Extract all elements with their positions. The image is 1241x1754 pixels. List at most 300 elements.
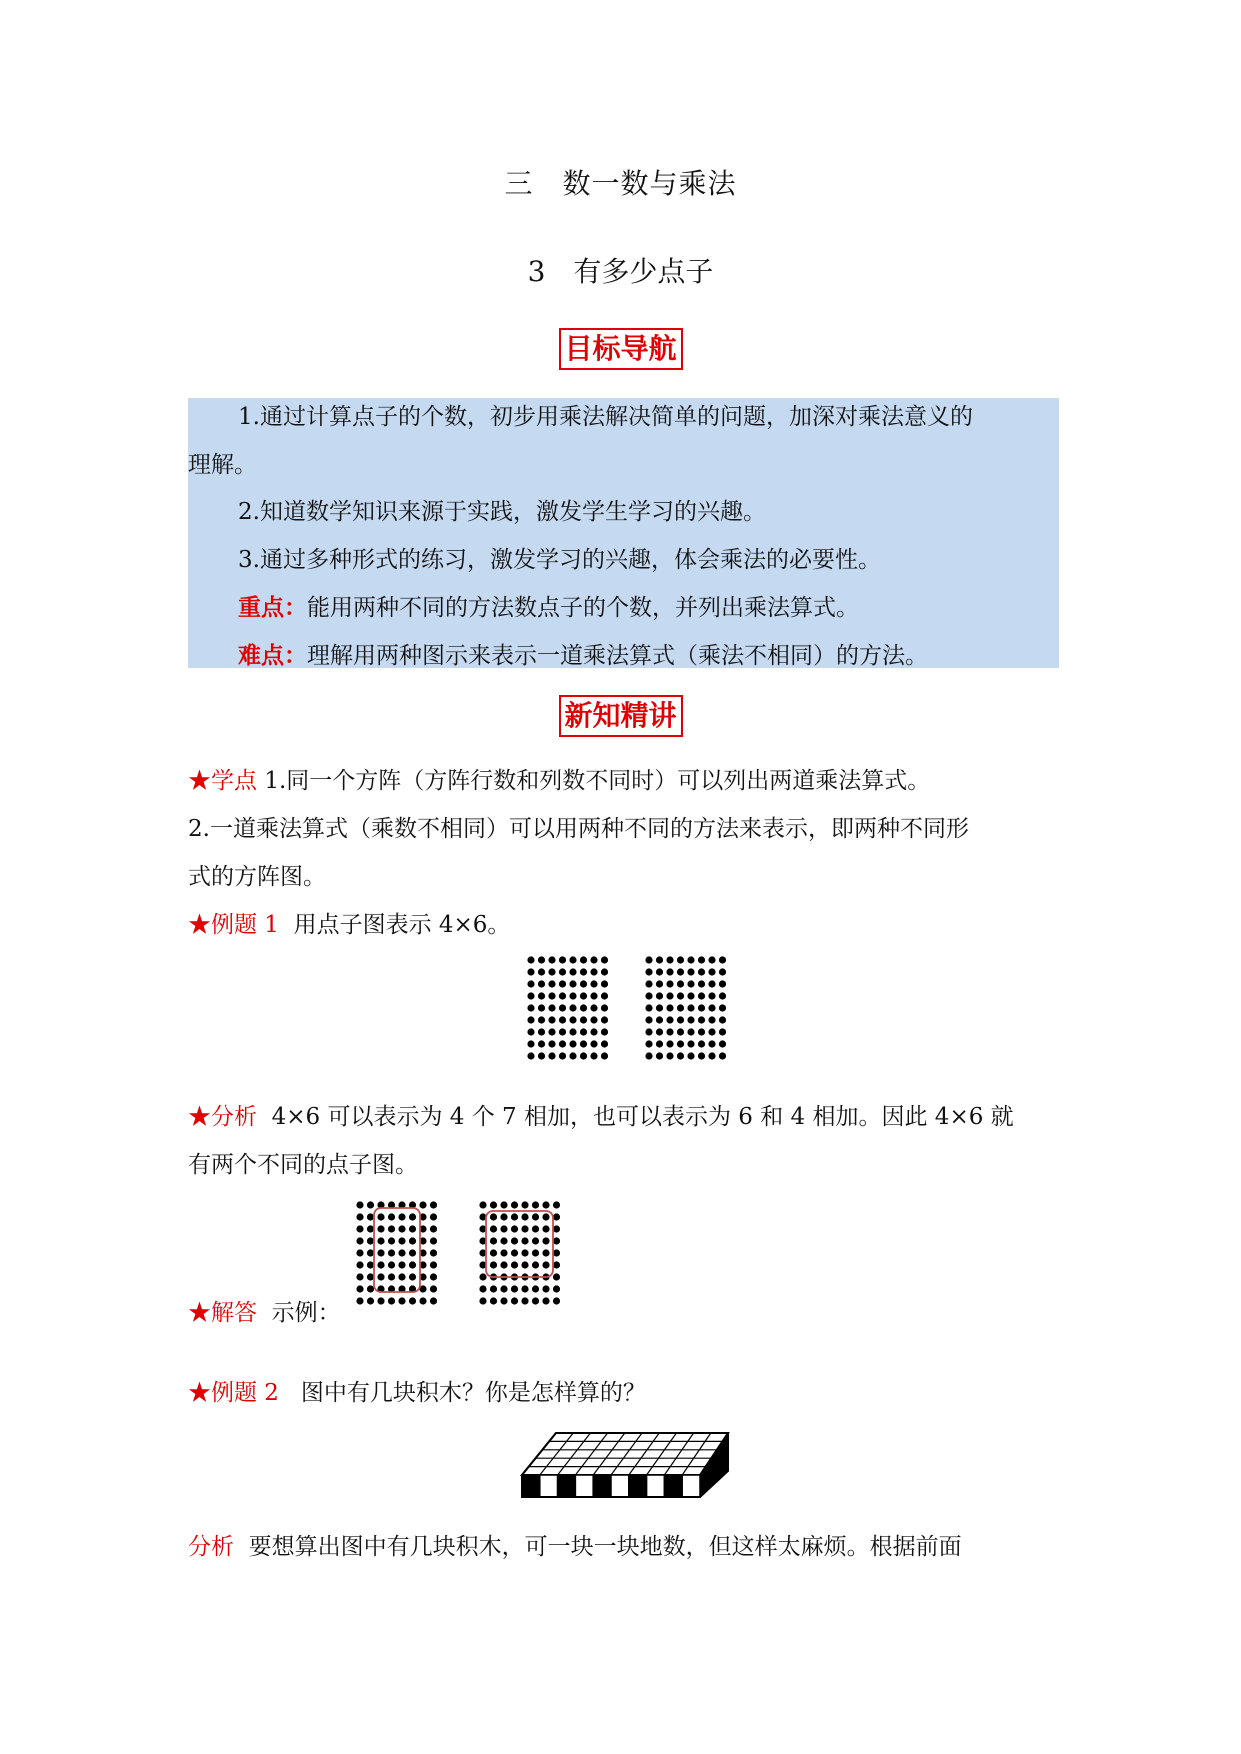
dot bbox=[511, 1249, 518, 1256]
answer-1-label: ★解答 bbox=[188, 1300, 257, 1326]
dot bbox=[553, 1201, 560, 1208]
dot bbox=[590, 1052, 597, 1059]
dot bbox=[479, 1297, 486, 1304]
dot bbox=[590, 1016, 597, 1023]
dot bbox=[559, 980, 566, 987]
example-2-label: ★例题 2 bbox=[188, 1380, 279, 1406]
dot bbox=[548, 1004, 555, 1011]
dot bbox=[430, 1237, 437, 1244]
front-cell bbox=[664, 1475, 682, 1497]
dot bbox=[521, 1201, 528, 1208]
dot bbox=[559, 1004, 566, 1011]
difficult-point-label: 难点： bbox=[238, 642, 307, 669]
dot bbox=[419, 1201, 426, 1208]
dot bbox=[521, 1237, 528, 1244]
dot bbox=[521, 1297, 528, 1304]
dot bbox=[580, 1004, 587, 1011]
dot bbox=[687, 980, 694, 987]
dot bbox=[645, 1040, 652, 1047]
dot bbox=[430, 1225, 437, 1232]
dot bbox=[645, 1028, 652, 1035]
dot bbox=[490, 1261, 497, 1268]
dot bbox=[698, 968, 705, 975]
dot bbox=[708, 1004, 715, 1011]
dot bbox=[490, 1225, 497, 1232]
dot bbox=[377, 1249, 384, 1256]
front-cell bbox=[593, 1475, 611, 1497]
dot bbox=[356, 1249, 363, 1256]
dot bbox=[580, 968, 587, 975]
example-1-text: 用点子图表示 4×6。 bbox=[293, 912, 511, 938]
block-front-cells bbox=[522, 1475, 700, 1497]
dot bbox=[377, 1297, 384, 1304]
dot bbox=[698, 1016, 705, 1023]
dot bbox=[388, 1297, 395, 1304]
dot bbox=[677, 1004, 684, 1011]
dot bbox=[677, 968, 684, 975]
dot bbox=[601, 1052, 608, 1059]
dot bbox=[398, 1249, 405, 1256]
dot bbox=[542, 1201, 549, 1208]
dot bbox=[553, 1225, 560, 1232]
dot bbox=[538, 1052, 545, 1059]
dot bbox=[542, 1213, 549, 1220]
dot bbox=[538, 1028, 545, 1035]
dot bbox=[527, 956, 534, 963]
dot bbox=[542, 1237, 549, 1244]
dot bbox=[590, 968, 597, 975]
dot bbox=[388, 1261, 395, 1268]
dot bbox=[590, 956, 597, 963]
dot bbox=[666, 1004, 673, 1011]
dot bbox=[656, 1016, 663, 1023]
dot bbox=[677, 980, 684, 987]
dot bbox=[656, 956, 663, 963]
dot bbox=[687, 1040, 694, 1047]
dot bbox=[532, 1225, 539, 1232]
dot bbox=[548, 1040, 555, 1047]
dot bbox=[708, 968, 715, 975]
dot bbox=[569, 992, 576, 999]
example-2-text: 图中有几块积木？你是怎样算的？ bbox=[300, 1380, 646, 1406]
dot bbox=[398, 1273, 405, 1280]
dot bbox=[719, 968, 726, 975]
dot bbox=[601, 1016, 608, 1023]
dot bbox=[719, 1040, 726, 1047]
dot bbox=[687, 1016, 694, 1023]
dot bbox=[479, 1285, 486, 1292]
dot bbox=[500, 1249, 507, 1256]
dot bbox=[542, 1261, 549, 1268]
goal-item-3: 3.通过多种形式的练习，激发学习的兴趣，体会乘法的必要性。 bbox=[238, 547, 881, 573]
dot bbox=[367, 1297, 374, 1304]
dot bbox=[356, 1297, 363, 1304]
dot bbox=[677, 992, 684, 999]
lesson-title: 3 有多少点子 bbox=[527, 255, 714, 288]
dot bbox=[666, 980, 673, 987]
dot bbox=[548, 1016, 555, 1023]
dot bbox=[521, 1225, 528, 1232]
dot bbox=[538, 992, 545, 999]
dot bbox=[500, 1237, 507, 1244]
dot bbox=[532, 1285, 539, 1292]
dot bbox=[580, 992, 587, 999]
dot bbox=[527, 980, 534, 987]
dot bbox=[645, 1052, 652, 1059]
dot bbox=[511, 1285, 518, 1292]
dot bbox=[527, 1016, 534, 1023]
dot bbox=[500, 1201, 507, 1208]
dot bbox=[548, 1052, 555, 1059]
dot bbox=[666, 1028, 673, 1035]
dot bbox=[559, 956, 566, 963]
dot bbox=[590, 1028, 597, 1035]
dot bbox=[367, 1201, 374, 1208]
goal-item-1-cont: 理解。 bbox=[188, 452, 257, 478]
dot bbox=[521, 1285, 528, 1292]
front-cell bbox=[522, 1475, 540, 1497]
dot bbox=[677, 1040, 684, 1047]
dot bbox=[356, 1201, 363, 1208]
dot bbox=[388, 1225, 395, 1232]
dot bbox=[687, 1052, 694, 1059]
dot bbox=[521, 1249, 528, 1256]
answer-dot-matrix-right bbox=[479, 1201, 560, 1304]
dot bbox=[569, 968, 576, 975]
dot bbox=[645, 968, 652, 975]
answer-1 bbox=[188, 1298, 341, 1328]
dot bbox=[367, 1261, 374, 1268]
dot bbox=[666, 1016, 673, 1023]
dot bbox=[377, 1225, 384, 1232]
dot bbox=[601, 1004, 608, 1011]
dot bbox=[601, 992, 608, 999]
dot bbox=[553, 1249, 560, 1256]
dot bbox=[532, 1297, 539, 1304]
dot bbox=[490, 1213, 497, 1220]
dot bbox=[656, 1028, 663, 1035]
dot bbox=[559, 1016, 566, 1023]
dot bbox=[419, 1297, 426, 1304]
analysis-1-cont: 有两个不同的点子图。 bbox=[188, 1152, 418, 1178]
dot bbox=[500, 1213, 507, 1220]
dot bbox=[580, 956, 587, 963]
dot bbox=[542, 1249, 549, 1256]
answer-1-text: 示例： bbox=[271, 1300, 341, 1326]
dot bbox=[553, 1285, 560, 1292]
dot bbox=[430, 1273, 437, 1280]
dot bbox=[601, 956, 608, 963]
dot bbox=[479, 1201, 486, 1208]
dot bbox=[719, 956, 726, 963]
dot bbox=[490, 1237, 497, 1244]
dot bbox=[388, 1237, 395, 1244]
dot bbox=[430, 1261, 437, 1268]
dot bbox=[388, 1213, 395, 1220]
dot bbox=[548, 992, 555, 999]
dot bbox=[367, 1213, 374, 1220]
dot bbox=[367, 1237, 374, 1244]
dot bbox=[542, 1285, 549, 1292]
dot bbox=[656, 1004, 663, 1011]
front-cell bbox=[611, 1475, 629, 1497]
dot bbox=[500, 1225, 507, 1232]
dot bbox=[490, 1285, 497, 1292]
dot bbox=[666, 1040, 673, 1047]
learning-point-label: ★学点 bbox=[188, 768, 257, 794]
dot bbox=[698, 1028, 705, 1035]
dot bbox=[719, 980, 726, 987]
new-knowledge-heading: 新知精讲 bbox=[558, 695, 682, 737]
dot bbox=[430, 1297, 437, 1304]
dot bbox=[388, 1273, 395, 1280]
goal-item-2: 2.知道数学知识来源于实践，激发学生学习的兴趣。 bbox=[238, 499, 766, 525]
dot bbox=[708, 1040, 715, 1047]
answer-dot-matrix-left bbox=[356, 1201, 437, 1304]
dot bbox=[719, 1052, 726, 1059]
dot bbox=[377, 1273, 384, 1280]
example-dot-matrix-left bbox=[527, 956, 608, 1059]
dot bbox=[645, 992, 652, 999]
dot bbox=[367, 1249, 374, 1256]
analysis-1-label: ★分析 bbox=[188, 1104, 257, 1130]
dot bbox=[553, 1261, 560, 1268]
dot bbox=[553, 1213, 560, 1220]
analysis-2-label: 分析 bbox=[188, 1534, 234, 1560]
front-cell bbox=[558, 1475, 576, 1497]
analysis-2 bbox=[188, 1532, 962, 1562]
dot bbox=[398, 1297, 405, 1304]
chapter-title: 三 数一数与乘法 bbox=[504, 167, 737, 200]
dot bbox=[430, 1249, 437, 1256]
dot bbox=[677, 956, 684, 963]
dot bbox=[656, 1052, 663, 1059]
dot bbox=[601, 1028, 608, 1035]
example-dot-matrix-right bbox=[645, 956, 726, 1059]
dot bbox=[356, 1285, 363, 1292]
dot bbox=[590, 1040, 597, 1047]
dot bbox=[666, 992, 673, 999]
dot bbox=[500, 1297, 507, 1304]
dot bbox=[580, 1040, 587, 1047]
dot bbox=[538, 980, 545, 987]
dot bbox=[708, 956, 715, 963]
dot bbox=[656, 992, 663, 999]
dot bbox=[687, 1004, 694, 1011]
goal-item-1: 1.通过计算点子的个数，初步用乘法解决简单的问题，加深对乘法意义的 bbox=[238, 404, 973, 430]
dot bbox=[698, 1004, 705, 1011]
dot bbox=[656, 1040, 663, 1047]
dot bbox=[708, 1028, 715, 1035]
dot bbox=[559, 1028, 566, 1035]
dot bbox=[479, 1273, 486, 1280]
dot bbox=[559, 1052, 566, 1059]
dot bbox=[356, 1273, 363, 1280]
dot bbox=[590, 1004, 597, 1011]
dot bbox=[377, 1261, 384, 1268]
dot bbox=[511, 1225, 518, 1232]
front-cell bbox=[647, 1475, 665, 1497]
dot bbox=[698, 980, 705, 987]
dot bbox=[590, 980, 597, 987]
dot bbox=[719, 1028, 726, 1035]
dot bbox=[698, 956, 705, 963]
dot bbox=[719, 1004, 726, 1011]
dot bbox=[490, 1249, 497, 1256]
dot bbox=[409, 1225, 416, 1232]
dot bbox=[527, 1004, 534, 1011]
dot bbox=[409, 1249, 416, 1256]
dot bbox=[532, 1237, 539, 1244]
dot bbox=[601, 980, 608, 987]
dot bbox=[398, 1225, 405, 1232]
front-cell bbox=[540, 1475, 558, 1497]
dot bbox=[656, 980, 663, 987]
dot bbox=[677, 1052, 684, 1059]
dot bbox=[698, 992, 705, 999]
dot bbox=[511, 1201, 518, 1208]
dot bbox=[666, 956, 673, 963]
learning-point-1-text: 1.同一个方阵（方阵行数和列数不同时）可以列出两道乘法算式。 bbox=[264, 768, 931, 794]
key-point-label: 重点： bbox=[238, 594, 307, 621]
dot bbox=[500, 1261, 507, 1268]
dot bbox=[708, 1052, 715, 1059]
dot bbox=[580, 1052, 587, 1059]
dot bbox=[521, 1261, 528, 1268]
key-point-text: 能用两种不同的方法数点子的个数，并列出乘法算式。 bbox=[307, 595, 859, 621]
dot bbox=[687, 1028, 694, 1035]
dot bbox=[527, 992, 534, 999]
dot bbox=[719, 992, 726, 999]
dot bbox=[409, 1213, 416, 1220]
dot bbox=[548, 968, 555, 975]
dot bbox=[580, 1028, 587, 1035]
dot bbox=[500, 1285, 507, 1292]
dot bbox=[409, 1261, 416, 1268]
dot bbox=[569, 1016, 576, 1023]
dot bbox=[580, 980, 587, 987]
dot bbox=[398, 1261, 405, 1268]
dot bbox=[377, 1213, 384, 1220]
dot bbox=[532, 1249, 539, 1256]
dot bbox=[542, 1297, 549, 1304]
analysis-1 bbox=[188, 1102, 1014, 1132]
dot bbox=[553, 1237, 560, 1244]
learning-point-2-cont: 式的方阵图。 bbox=[188, 864, 326, 890]
dot bbox=[356, 1225, 363, 1232]
dot bbox=[542, 1225, 549, 1232]
dot bbox=[666, 1052, 673, 1059]
dot bbox=[430, 1213, 437, 1220]
dot bbox=[569, 1040, 576, 1047]
dot bbox=[538, 1040, 545, 1047]
dot bbox=[430, 1285, 437, 1292]
dot bbox=[559, 992, 566, 999]
dot bbox=[356, 1261, 363, 1268]
dot bbox=[601, 1040, 608, 1047]
dot bbox=[708, 992, 715, 999]
dot bbox=[559, 1040, 566, 1047]
dot bbox=[590, 992, 597, 999]
dot bbox=[687, 968, 694, 975]
dot bbox=[698, 1040, 705, 1047]
dot bbox=[548, 956, 555, 963]
learning-point-2: 2.一道乘法算式（乘数不相同）可以用两种不同的方法来表示，即两种不同形 bbox=[188, 816, 969, 842]
analysis-1-text: 4×6 可以表示为 4 个 7 相加，也可以表示为 6 和 4 相加。因此 4×6 就 bbox=[271, 1104, 1014, 1130]
dot bbox=[430, 1201, 437, 1208]
dot bbox=[521, 1213, 528, 1220]
dot bbox=[409, 1273, 416, 1280]
dot bbox=[356, 1213, 363, 1220]
dot bbox=[645, 1016, 652, 1023]
dot bbox=[548, 980, 555, 987]
dot bbox=[569, 1028, 576, 1035]
dot bbox=[527, 1040, 534, 1047]
dot bbox=[601, 968, 608, 975]
dot bbox=[356, 1237, 363, 1244]
dot bbox=[377, 1237, 384, 1244]
dot bbox=[398, 1237, 405, 1244]
dot bbox=[511, 1213, 518, 1220]
dot bbox=[538, 1004, 545, 1011]
dot bbox=[538, 1016, 545, 1023]
dot bbox=[532, 1261, 539, 1268]
dot bbox=[527, 968, 534, 975]
dot bbox=[548, 1028, 555, 1035]
analysis-2-text: 要想算出图中有几块积木，可一块一块地数，但这样太麻烦。根据前面 bbox=[248, 1534, 962, 1560]
dot bbox=[687, 992, 694, 999]
dot bbox=[666, 968, 673, 975]
dot bbox=[569, 980, 576, 987]
dot bbox=[569, 1004, 576, 1011]
dot bbox=[532, 1213, 539, 1220]
dot bbox=[490, 1201, 497, 1208]
dot bbox=[490, 1297, 497, 1304]
dot bbox=[569, 1052, 576, 1059]
dot bbox=[553, 1273, 560, 1280]
front-cell bbox=[575, 1475, 593, 1497]
dot bbox=[559, 968, 566, 975]
dot bbox=[538, 968, 545, 975]
dot bbox=[708, 980, 715, 987]
dot bbox=[532, 1201, 539, 1208]
dot bbox=[580, 1016, 587, 1023]
blocks-figure bbox=[520, 1425, 730, 1505]
dot bbox=[553, 1297, 560, 1304]
example-2 bbox=[188, 1378, 646, 1408]
dot bbox=[409, 1297, 416, 1304]
dot bbox=[511, 1297, 518, 1304]
dot bbox=[645, 956, 652, 963]
dot bbox=[409, 1237, 416, 1244]
dot bbox=[708, 1016, 715, 1023]
dot bbox=[527, 1028, 534, 1035]
dot bbox=[687, 956, 694, 963]
front-cell bbox=[682, 1475, 700, 1497]
dot bbox=[367, 1273, 374, 1280]
dot bbox=[569, 956, 576, 963]
dot bbox=[527, 1052, 534, 1059]
front-cell bbox=[629, 1475, 647, 1497]
dot bbox=[645, 980, 652, 987]
dot bbox=[677, 1028, 684, 1035]
dot bbox=[511, 1261, 518, 1268]
dot bbox=[656, 968, 663, 975]
dot bbox=[511, 1237, 518, 1244]
example-1-label: ★例题 1 bbox=[188, 912, 279, 938]
dot bbox=[367, 1225, 374, 1232]
dot bbox=[698, 1052, 705, 1059]
